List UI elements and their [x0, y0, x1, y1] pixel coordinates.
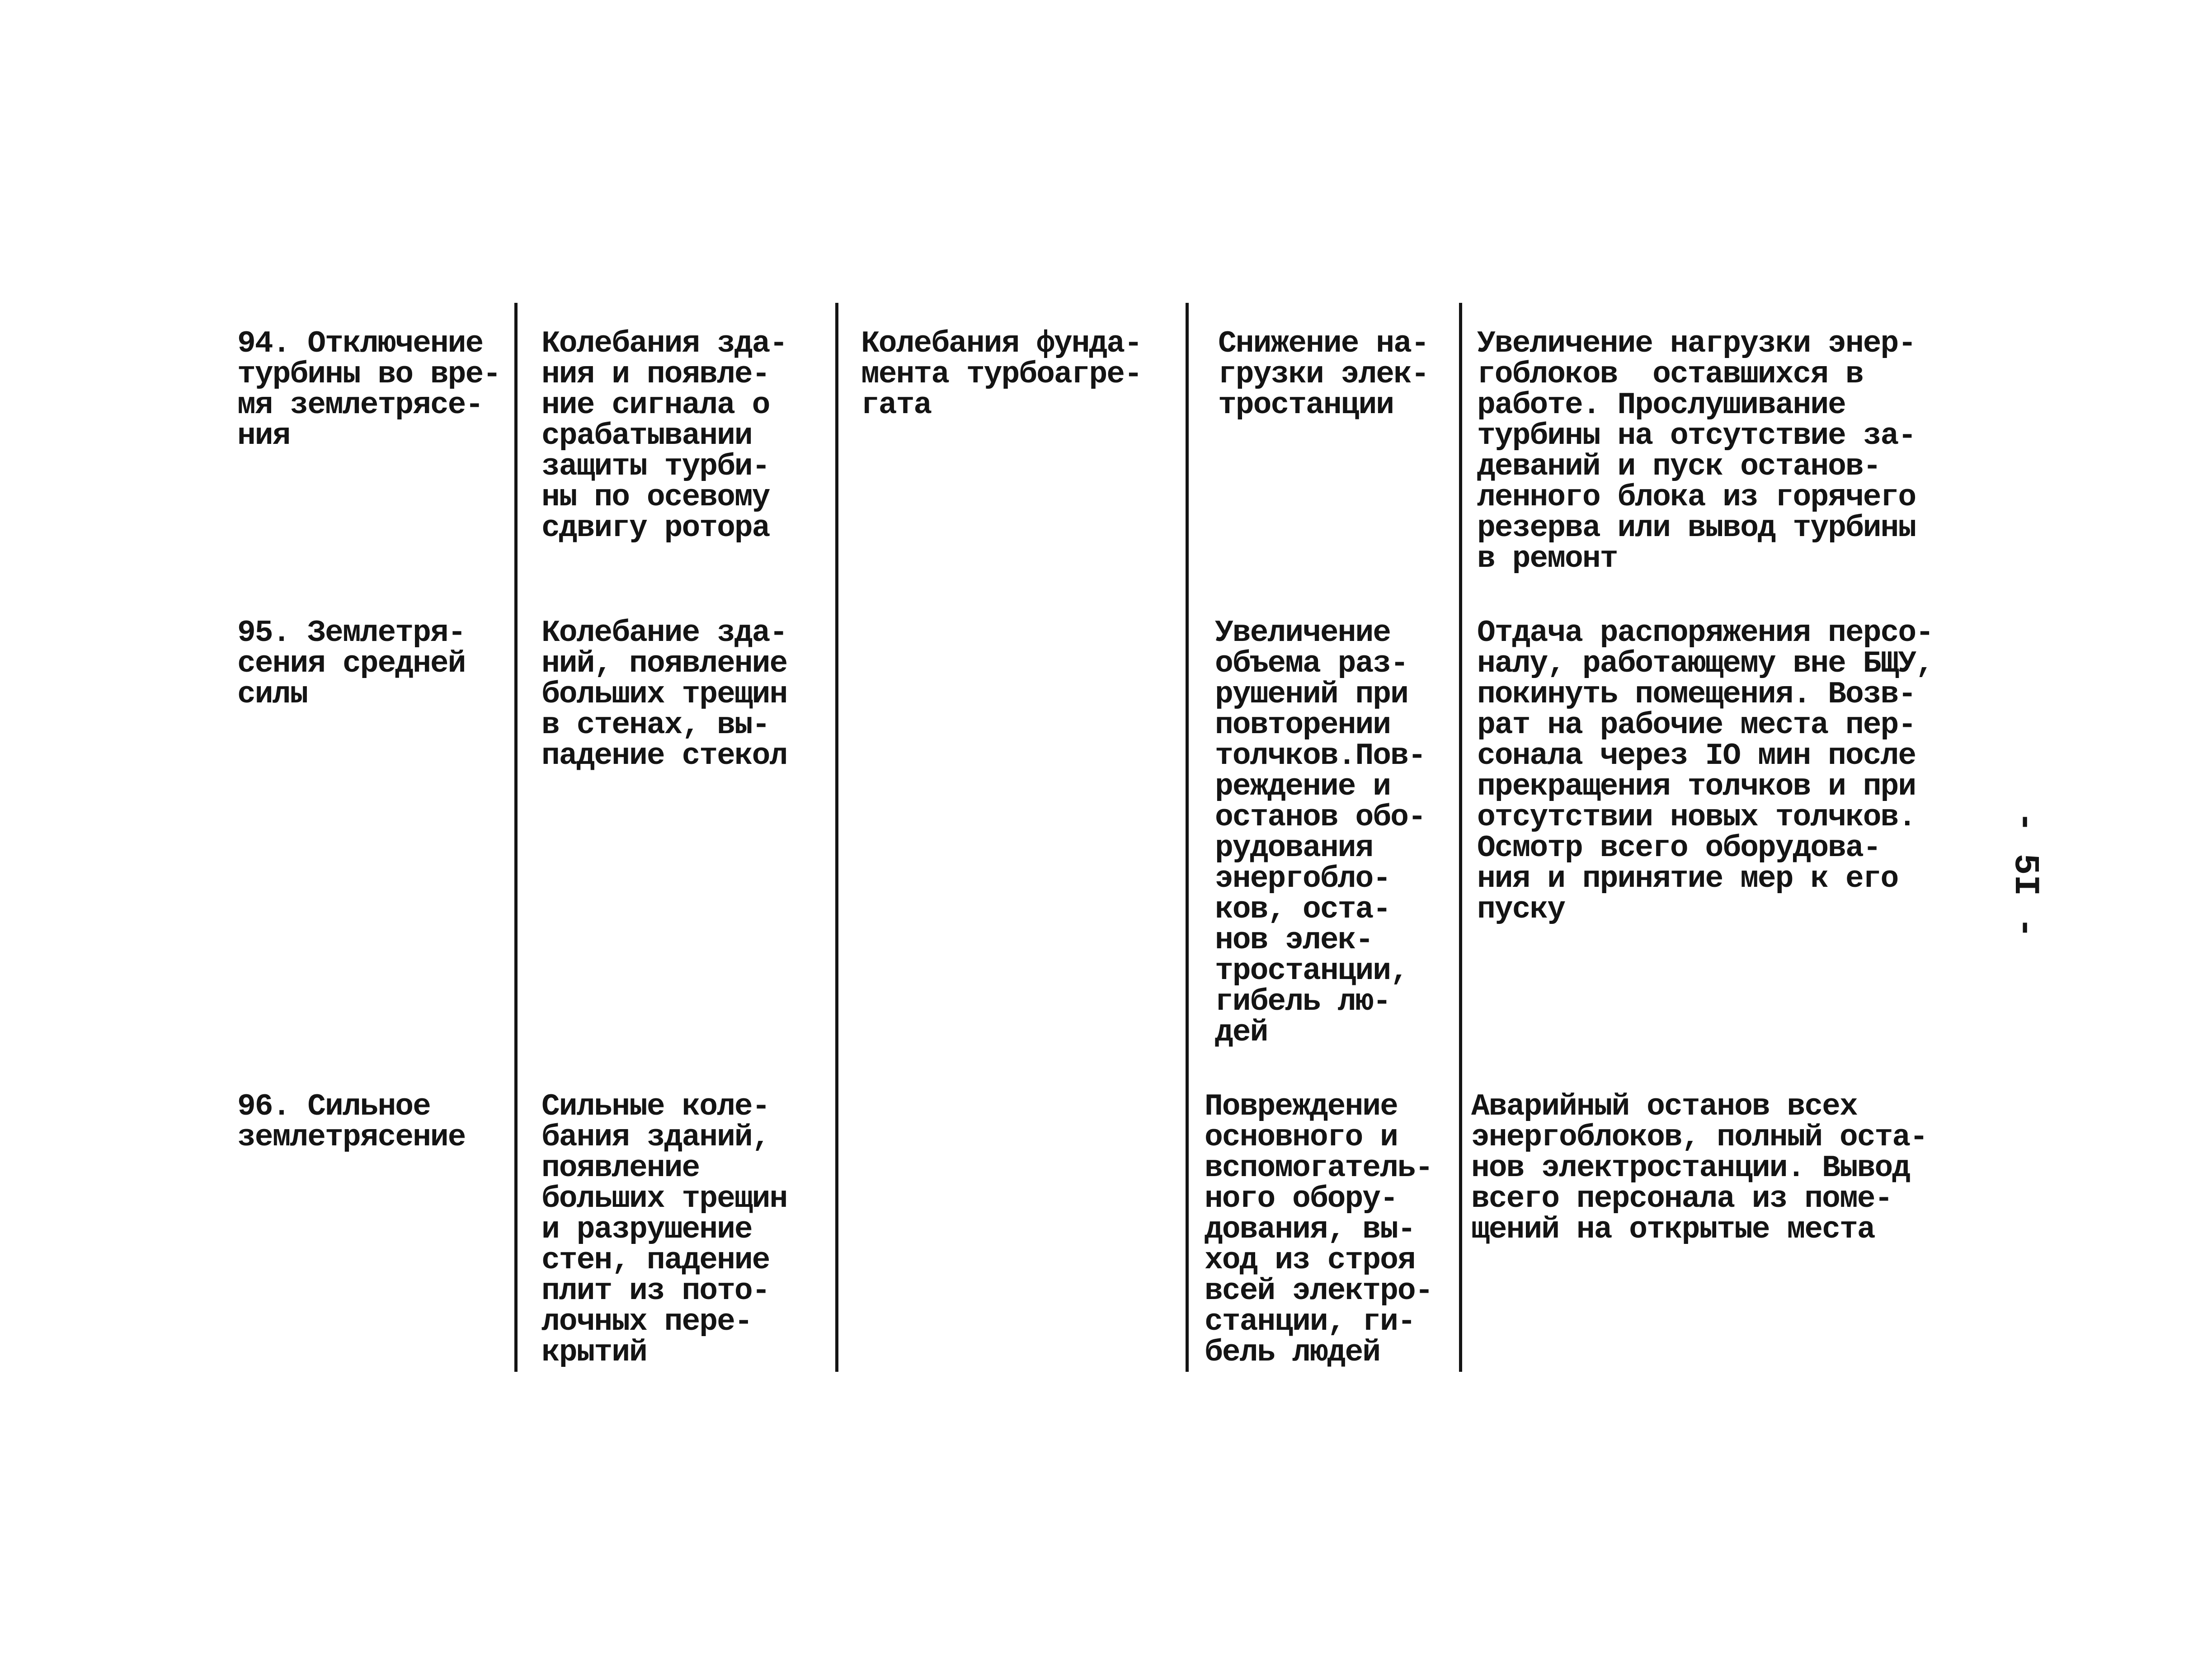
row-96-consequences: Повреждение основного и вспомогатель- ного обору- дования, вы- ход из строя всей электро- станции, ги- бель людей	[1205, 1089, 1433, 1370]
column-divider-3	[1186, 303, 1189, 1372]
row-95-event: 95. Землетря- сения средней силы	[237, 616, 466, 712]
row-96-event: 96. Сильное землетрясение	[237, 1089, 466, 1155]
row-94-equipment: Колебания фунда- мента турбоагре- гата	[861, 326, 1142, 423]
column-divider-2	[835, 303, 838, 1372]
page-number: - 5I -	[2005, 811, 2045, 938]
row-94-features: Колебания зда- ния и появле- ние сигнала о срабатывании защиты турби- ны по осевому сдвигу ротора	[541, 326, 787, 546]
row-95-actions: Отдача распоряжения персо- налу, работающему вне БЩУ, покинуть помещения. Возв- рат на рабочие места пер- сонала через IO мин после прекращения толчков и при отсутствии новых толчков. Осмотр всего оборудова- ния и принятие мер к его пуску	[1477, 616, 1933, 927]
row-94-actions: Увеличение нагрузки энер- гоблоков оставшихся в работе. Прослушивание турбины на отсутствие за- деваний и пуск останов- ленного блока из горячего резерва или вывод турбины в ремонт	[1477, 326, 1916, 576]
row-96-actions: Аварийный останов всех энергоблоков, полный оста- нов электростанции. Вывод всего персонала из поме- щений на открытые места	[1471, 1089, 1927, 1247]
row-96-features: Сильные коле- бания зданий, появление больших трещин и разрушение стен, падение плит из пото- лочных пере- крытий	[541, 1089, 787, 1370]
row-95-consequences: Увеличение объема раз- рушений при повторении толчков.Пов- реждение и останов обо- рудования энергобло- ков, оста- нов элек- тростанции, гибель лю- дей	[1215, 616, 1426, 1050]
row-94-event: 94. Отключение турбины во вре- мя землетрясе- ния	[237, 326, 501, 453]
column-divider-1	[514, 303, 518, 1372]
column-divider-4	[1459, 303, 1462, 1372]
row-95-features: Колебание зда- ний, появление больших трещин в стенах, вы- падение стекол	[541, 616, 787, 773]
row-94-consequences: Снижение на- грузки элек- тростанции	[1218, 326, 1429, 423]
